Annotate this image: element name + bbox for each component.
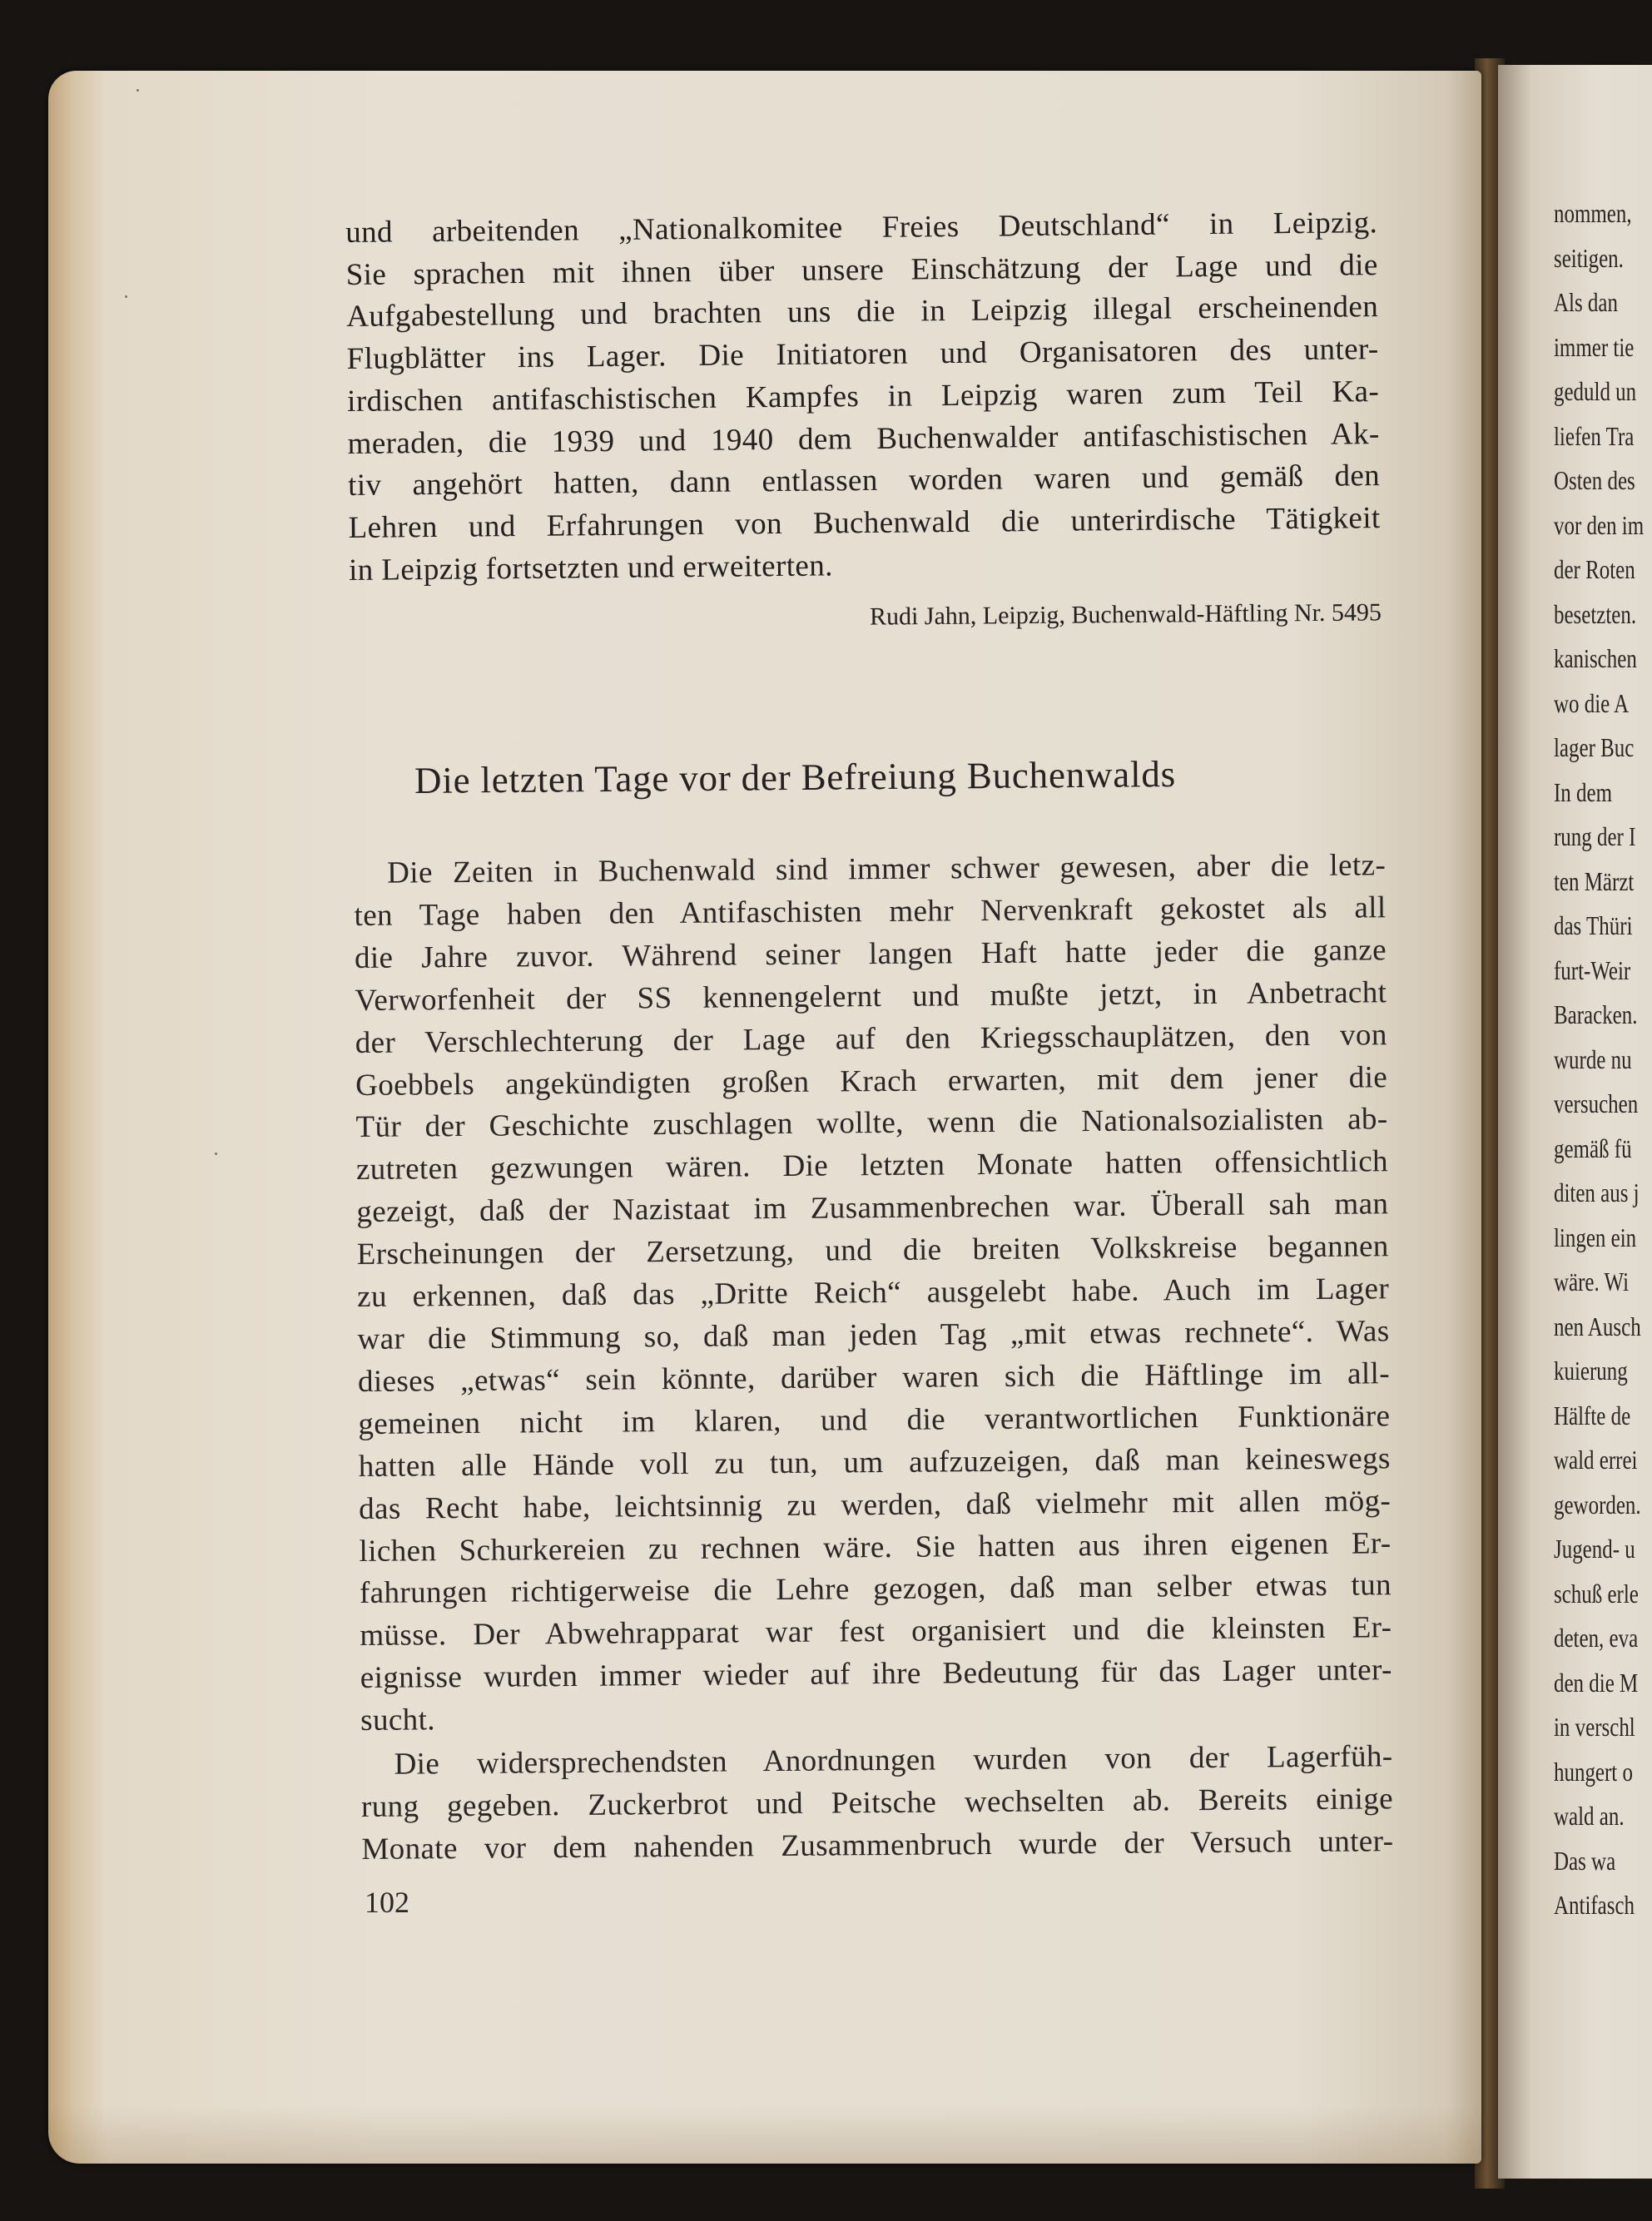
text-line-fragment: liefen Tra — [1554, 420, 1635, 451]
text-line: sucht. — [360, 1703, 436, 1738]
text-line: und arbeitenden „Nationalkomitee Freies Deutschland“ in Leipzig. — [345, 206, 1378, 250]
text-line: das Recht habe, leichtsinnig zu werden, daß vielmehr mit allen mög- — [359, 1483, 1392, 1526]
text-line-fragment: geworden. — [1554, 1489, 1641, 1520]
text-line-fragment: deten, eva — [1554, 1623, 1639, 1653]
paper-speck — [136, 89, 139, 92]
text-line-fragment: Jugend- u — [1554, 1534, 1635, 1564]
text-line: Aufgabestellung und brachten uns die in Leipzig illegal erscheinenden — [346, 290, 1379, 335]
text-line-fragment: lager Buc — [1554, 732, 1635, 762]
text-line-fragment: wäre. Wi — [1554, 1267, 1630, 1296]
text-line-fragment: nen Ausch — [1554, 1311, 1641, 1341]
text-line: Die Zeiten in Buchenwald sind immer schwer gewesen, aber die letz- — [387, 848, 1387, 890]
text-line-fragment: lingen ein — [1554, 1222, 1637, 1252]
text-line-fragment: furt-Weir — [1554, 954, 1631, 985]
text-line-fragment: Osten des — [1554, 465, 1635, 495]
text-line-fragment: hungert o — [1554, 1756, 1633, 1787]
text-line-fragment: seitigen. — [1554, 242, 1624, 273]
text-line-fragment: den die M — [1554, 1667, 1639, 1698]
text-line-fragment: diten aus j — [1554, 1177, 1640, 1207]
text-line-fragment: Baracken. — [1554, 999, 1638, 1029]
text-line-fragment: Antifasch — [1554, 1890, 1635, 1920]
text-line: Monate vor dem nahenden Zusammenbruch wurde der Versuch unter- — [361, 1824, 1394, 1867]
text-line-fragment: das Thüri — [1554, 910, 1633, 940]
text-line: Lehren und Erfahrungen von Buchenwald die unterirdische Tätigkeit — [348, 501, 1381, 545]
text-line: zutreten gezwungen wären. Die letzten Monate hatten offensichtlich — [355, 1144, 1389, 1187]
text-line: Erscheinungen der Zersetzung, und die breiten Volkskreise begannen — [356, 1229, 1389, 1272]
paragraph-continued — [345, 202, 1381, 592]
text-line-fragment: besetzten. — [1554, 598, 1637, 629]
text-line-fragment: gemäß fü — [1554, 1133, 1632, 1163]
text-line-fragment: wurde nu — [1554, 1044, 1632, 1074]
text-line: die Jahre zuvor. Während seiner langen Haft hatte jeder die ganze — [354, 933, 1387, 975]
text-line-fragment: wo die A — [1554, 687, 1630, 718]
text-line-fragment: ten Märzt — [1554, 865, 1635, 896]
text-line: hatten alle Hände voll zu tun, um aufzuzeigen, daß man keineswegs — [358, 1440, 1391, 1484]
text-line-fragment: versuchen — [1554, 1088, 1639, 1118]
text-line: der Verschlechterung der Lage auf den Kriegsschauplätzen, den von — [355, 1017, 1387, 1060]
text-line-fragment: in verschl — [1554, 1712, 1635, 1742]
text-line: Goebbels angekündigten großen Krach erwarten, mit dem jener die — [355, 1059, 1388, 1103]
right-page-text — [1554, 191, 1652, 1928]
text-line: Die widersprechendsten Anordnungen wurden von der Lagerfüh- — [394, 1739, 1393, 1782]
text-line-fragment: immer tie — [1554, 331, 1635, 362]
text-line-fragment: nommen, — [1554, 198, 1632, 228]
text-line-fragment: kanischen — [1554, 643, 1637, 673]
text-line-fragment: In dem — [1554, 776, 1613, 807]
text-line: lichen Schurkereien zu rechnen wäre. Sie hatten aus ihren eigenen Er- — [359, 1525, 1392, 1569]
text-line: dieses „etwas“ sein könnte, darüber waren sich die Häftlinge im all- — [357, 1356, 1391, 1399]
text-line-fragment: der Roten — [1554, 554, 1635, 584]
text-line-fragment: wald an. — [1554, 1801, 1625, 1831]
text-line-fragment: Hälfte de — [1554, 1400, 1631, 1430]
page-number: 102 — [365, 1886, 409, 1919]
text-line-fragment: Das wa — [1554, 1845, 1616, 1876]
paper-speck — [215, 1153, 217, 1155]
text-line: fahrungen richtigerweise die Lehre gezogen, daß man selber etwas tun — [359, 1568, 1392, 1611]
text-line: gezeigt, daß der Nazistaat im Zusammenbrechen war. Überall sah man — [356, 1187, 1389, 1230]
text-line: Flugblätter ins Lager. Die Initiatoren und Organisatoren des unter- — [346, 332, 1379, 377]
chapter-body — [354, 845, 1394, 1871]
author-signature: Rudi Jahn, Leipzig, Buchenwald-Häftling Nr. 5495 — [869, 598, 1382, 631]
text-line: Verworfenheit der SS kennengelernt und mußte jetzt, in Anbetracht — [355, 974, 1387, 1018]
text-line: Tür der Geschichte zuschlagen wollte, wenn die Nationalsozialisten ab- — [355, 1102, 1388, 1145]
text-line: rung gegeben. Zuckerbrot und Peitsche wechselten ab. Bereits einige — [360, 1782, 1394, 1824]
text-line: war die Stimmung so, daß man jeden Tag „mit etwas rechnete“. Was — [357, 1314, 1390, 1356]
text-line-fragment: Als dan — [1554, 287, 1618, 317]
text-line: meraden, die 1939 und 1940 dem Buchenwalder antifaschistischen Ak- — [347, 416, 1380, 461]
text-line: eignisse wurden immer wieder auf ihre Bedeutung für das Lager unter- — [360, 1653, 1392, 1696]
paper-speck — [125, 295, 127, 298]
text-line: zu erkennen, daß das „Dritte Reich“ ausgelebt habe. Auch im Lager — [357, 1272, 1390, 1315]
text-line: müsse. Der Abwehrapparat war fest organisiert und die kleinsten Er- — [360, 1610, 1392, 1653]
text-line: gemeinen nicht im klaren, und die verantwortlichen Funktionäre — [358, 1399, 1391, 1441]
text-line: irdischen antifaschistischen Kampfes in Leipzig waren zum Teil Ka- — [346, 374, 1380, 419]
text-line-fragment: kuierung — [1554, 1356, 1628, 1386]
text-line: ten Tage haben den Antifaschisten mehr Nervenkraft gekostet als all — [354, 890, 1387, 933]
text-line-fragment: geduld un — [1554, 376, 1637, 406]
text-line: tiv angehört hatten, dann entlassen worden waren und gemäß den — [347, 459, 1381, 503]
text-line: Sie sprachen mit ihnen über unsere Einschätzung der Lage und die — [345, 247, 1378, 292]
text-line: in Leipzig fortsetzten und erweiterten. — [348, 548, 833, 587]
text-line-fragment: vor den im — [1554, 509, 1645, 540]
text-line-fragment: schuß erle — [1554, 1578, 1639, 1609]
text-line-fragment: rung der I — [1554, 821, 1636, 851]
chapter-heading: Die letzten Tage vor der Befreiung Buchenwalds — [414, 753, 1177, 801]
text-line-fragment: wald errei — [1554, 1445, 1638, 1475]
